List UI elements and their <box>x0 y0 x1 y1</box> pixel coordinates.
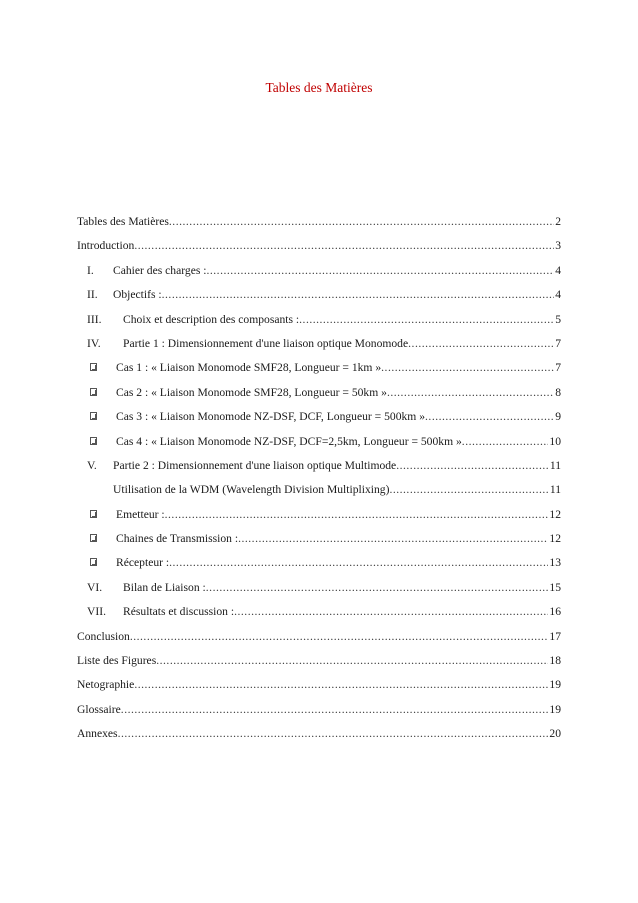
toc-dot-leader <box>156 653 548 669</box>
toc-entry-label: Bilan de Liaison : <box>123 580 206 594</box>
toc-entry-label: Netographie <box>77 678 135 692</box>
table-of-contents <box>77 214 561 751</box>
toc-dot-leader <box>169 555 548 571</box>
toc-entry-page-number: 8 <box>555 385 561 399</box>
toc-entry[interactable] <box>77 409 561 433</box>
toc-entry[interactable] <box>77 312 561 336</box>
toc-entry-number: III. <box>87 312 102 326</box>
toc-entry-page-number: 19 <box>549 678 561 692</box>
toc-entry[interactable] <box>77 555 561 579</box>
toc-entry-page-number: 13 <box>549 556 561 570</box>
toc-dot-leader <box>130 629 549 645</box>
toc-entry[interactable] <box>77 507 561 531</box>
toc-dot-leader <box>165 507 549 523</box>
toc-dot-leader <box>238 531 548 547</box>
toc-entry-label: Partie 2 : Dimensionnement d'une liaison optique Multimode <box>113 458 397 472</box>
toc-entry-label: Chaines de Transmission : <box>116 532 239 546</box>
toc-entry-page-number: 19 <box>549 702 561 716</box>
toc-entry[interactable] <box>77 702 561 726</box>
toc-dot-leader <box>299 312 554 328</box>
toc-dot-leader <box>462 434 549 450</box>
toc-entry-label: Glossaire <box>77 702 121 716</box>
toc-dot-leader <box>408 336 554 352</box>
toc-entry[interactable] <box>77 677 561 701</box>
toc-entry-page-number: 12 <box>549 507 561 521</box>
toc-entry[interactable] <box>77 726 561 750</box>
toc-entry[interactable] <box>77 238 561 262</box>
toc-entry-page-number: 7 <box>555 336 561 350</box>
toc-entry-page-number: 15 <box>549 580 561 594</box>
toc-dot-leader <box>169 214 554 230</box>
toc-entry-label: Liste des Figures <box>77 654 157 668</box>
toc-entry[interactable] <box>77 434 561 458</box>
toc-entry-page-number: 17 <box>549 629 561 643</box>
toc-entry-label: Cas 3 : « Liaison Monomode NZ-DSF, DCF, Longueur = 500km » <box>116 410 426 424</box>
toc-entry-label: Emetteur : <box>116 507 165 521</box>
toc-entry-number: II. <box>87 288 98 302</box>
toc-entry-page-number: 4 <box>555 288 561 302</box>
toc-entry-label: Introduction <box>77 239 135 253</box>
toc-entry-label: Cas 1 : « Liaison Monomode SMF28, Longueur = 1km » <box>116 361 382 375</box>
bullet-marker-icon <box>90 363 97 371</box>
bullet-marker-icon <box>90 534 97 542</box>
toc-entry-page-number: 18 <box>549 654 561 668</box>
toc-entry-label: Objectifs : <box>113 288 162 302</box>
toc-entry-label: Partie 1 : Dimensionnement d'une liaison optique Monomode <box>123 336 409 350</box>
toc-dot-leader <box>134 238 554 254</box>
toc-entry[interactable] <box>77 287 561 311</box>
toc-entry[interactable] <box>77 604 561 628</box>
toc-entry-page-number: 5 <box>555 312 561 326</box>
toc-entry[interactable] <box>77 336 561 360</box>
toc-dot-leader <box>134 677 548 693</box>
toc-entry[interactable] <box>77 531 561 555</box>
toc-entry[interactable] <box>77 360 561 384</box>
toc-entry-number: IV. <box>87 336 101 350</box>
toc-entry-number: I. <box>87 263 94 277</box>
toc-entry[interactable] <box>77 482 561 506</box>
toc-entry-page-number: 16 <box>549 605 561 619</box>
toc-entry[interactable] <box>77 629 561 653</box>
bullet-marker-icon <box>90 412 97 420</box>
toc-entry-label: Conclusion <box>77 629 130 643</box>
toc-entry[interactable] <box>77 263 561 287</box>
toc-entry-number: V. <box>87 458 97 472</box>
toc-dot-leader <box>206 580 549 596</box>
toc-dot-leader <box>121 702 549 718</box>
toc-entry[interactable] <box>77 580 561 604</box>
toc-entry-page-number: 2 <box>555 215 561 228</box>
toc-dot-leader <box>206 263 554 279</box>
toc-entry[interactable] <box>77 214 561 238</box>
toc-entry-page-number: 7 <box>555 361 561 375</box>
bullet-marker-icon <box>90 510 97 518</box>
toc-dot-leader <box>387 385 554 401</box>
toc-entry-label: Résultats et discussion : <box>123 605 235 619</box>
bullet-marker-icon <box>90 558 97 566</box>
toc-entry-label: Annexes <box>77 727 118 741</box>
bullet-marker-icon <box>90 388 97 396</box>
toc-dot-leader <box>381 360 554 376</box>
toc-entry-label: Choix et description des composants : <box>123 312 300 326</box>
toc-entry-label: Tables des Matières <box>77 215 169 228</box>
toc-entry-page-number: 9 <box>555 410 561 424</box>
toc-entry[interactable] <box>77 653 561 677</box>
toc-entry-label: Cas 4 : « Liaison Monomode NZ-DSF, DCF=2,5km, Longueur = 500km » <box>116 434 462 448</box>
document-title: Tables des Matières <box>265 80 373 95</box>
toc-entry-label: Utilisation de la WDM (Wavelength Division Multiplixing) <box>113 483 390 497</box>
toc-entry-page-number: 20 <box>549 727 561 741</box>
toc-entry-page-number: 11 <box>549 458 561 472</box>
toc-entry-label: Récepteur : <box>116 556 170 570</box>
toc-dot-leader <box>396 458 549 474</box>
toc-entry-label: Cas 2 : « Liaison Monomode SMF28, Longueur = 50km » <box>116 385 387 399</box>
toc-entry-number: VI. <box>87 580 103 594</box>
toc-dot-leader <box>162 287 555 303</box>
toc-entry-label: Cahier des charges : <box>113 263 207 277</box>
toc-entry-page-number: 10 <box>549 434 561 448</box>
toc-dot-leader <box>425 409 554 425</box>
bullet-marker-icon <box>90 437 97 445</box>
toc-dot-leader <box>234 604 548 620</box>
toc-entry-page-number: 11 <box>549 483 561 497</box>
toc-entry-page-number: 4 <box>555 263 561 277</box>
toc-entry-number: VII. <box>87 605 106 619</box>
toc-entry-page-number: 12 <box>549 532 561 546</box>
toc-entry-page-number: 3 <box>555 239 561 253</box>
toc-entry[interactable] <box>77 458 561 482</box>
toc-dot-leader <box>389 482 548 498</box>
toc-entry[interactable] <box>77 385 561 409</box>
toc-dot-leader <box>118 726 549 742</box>
